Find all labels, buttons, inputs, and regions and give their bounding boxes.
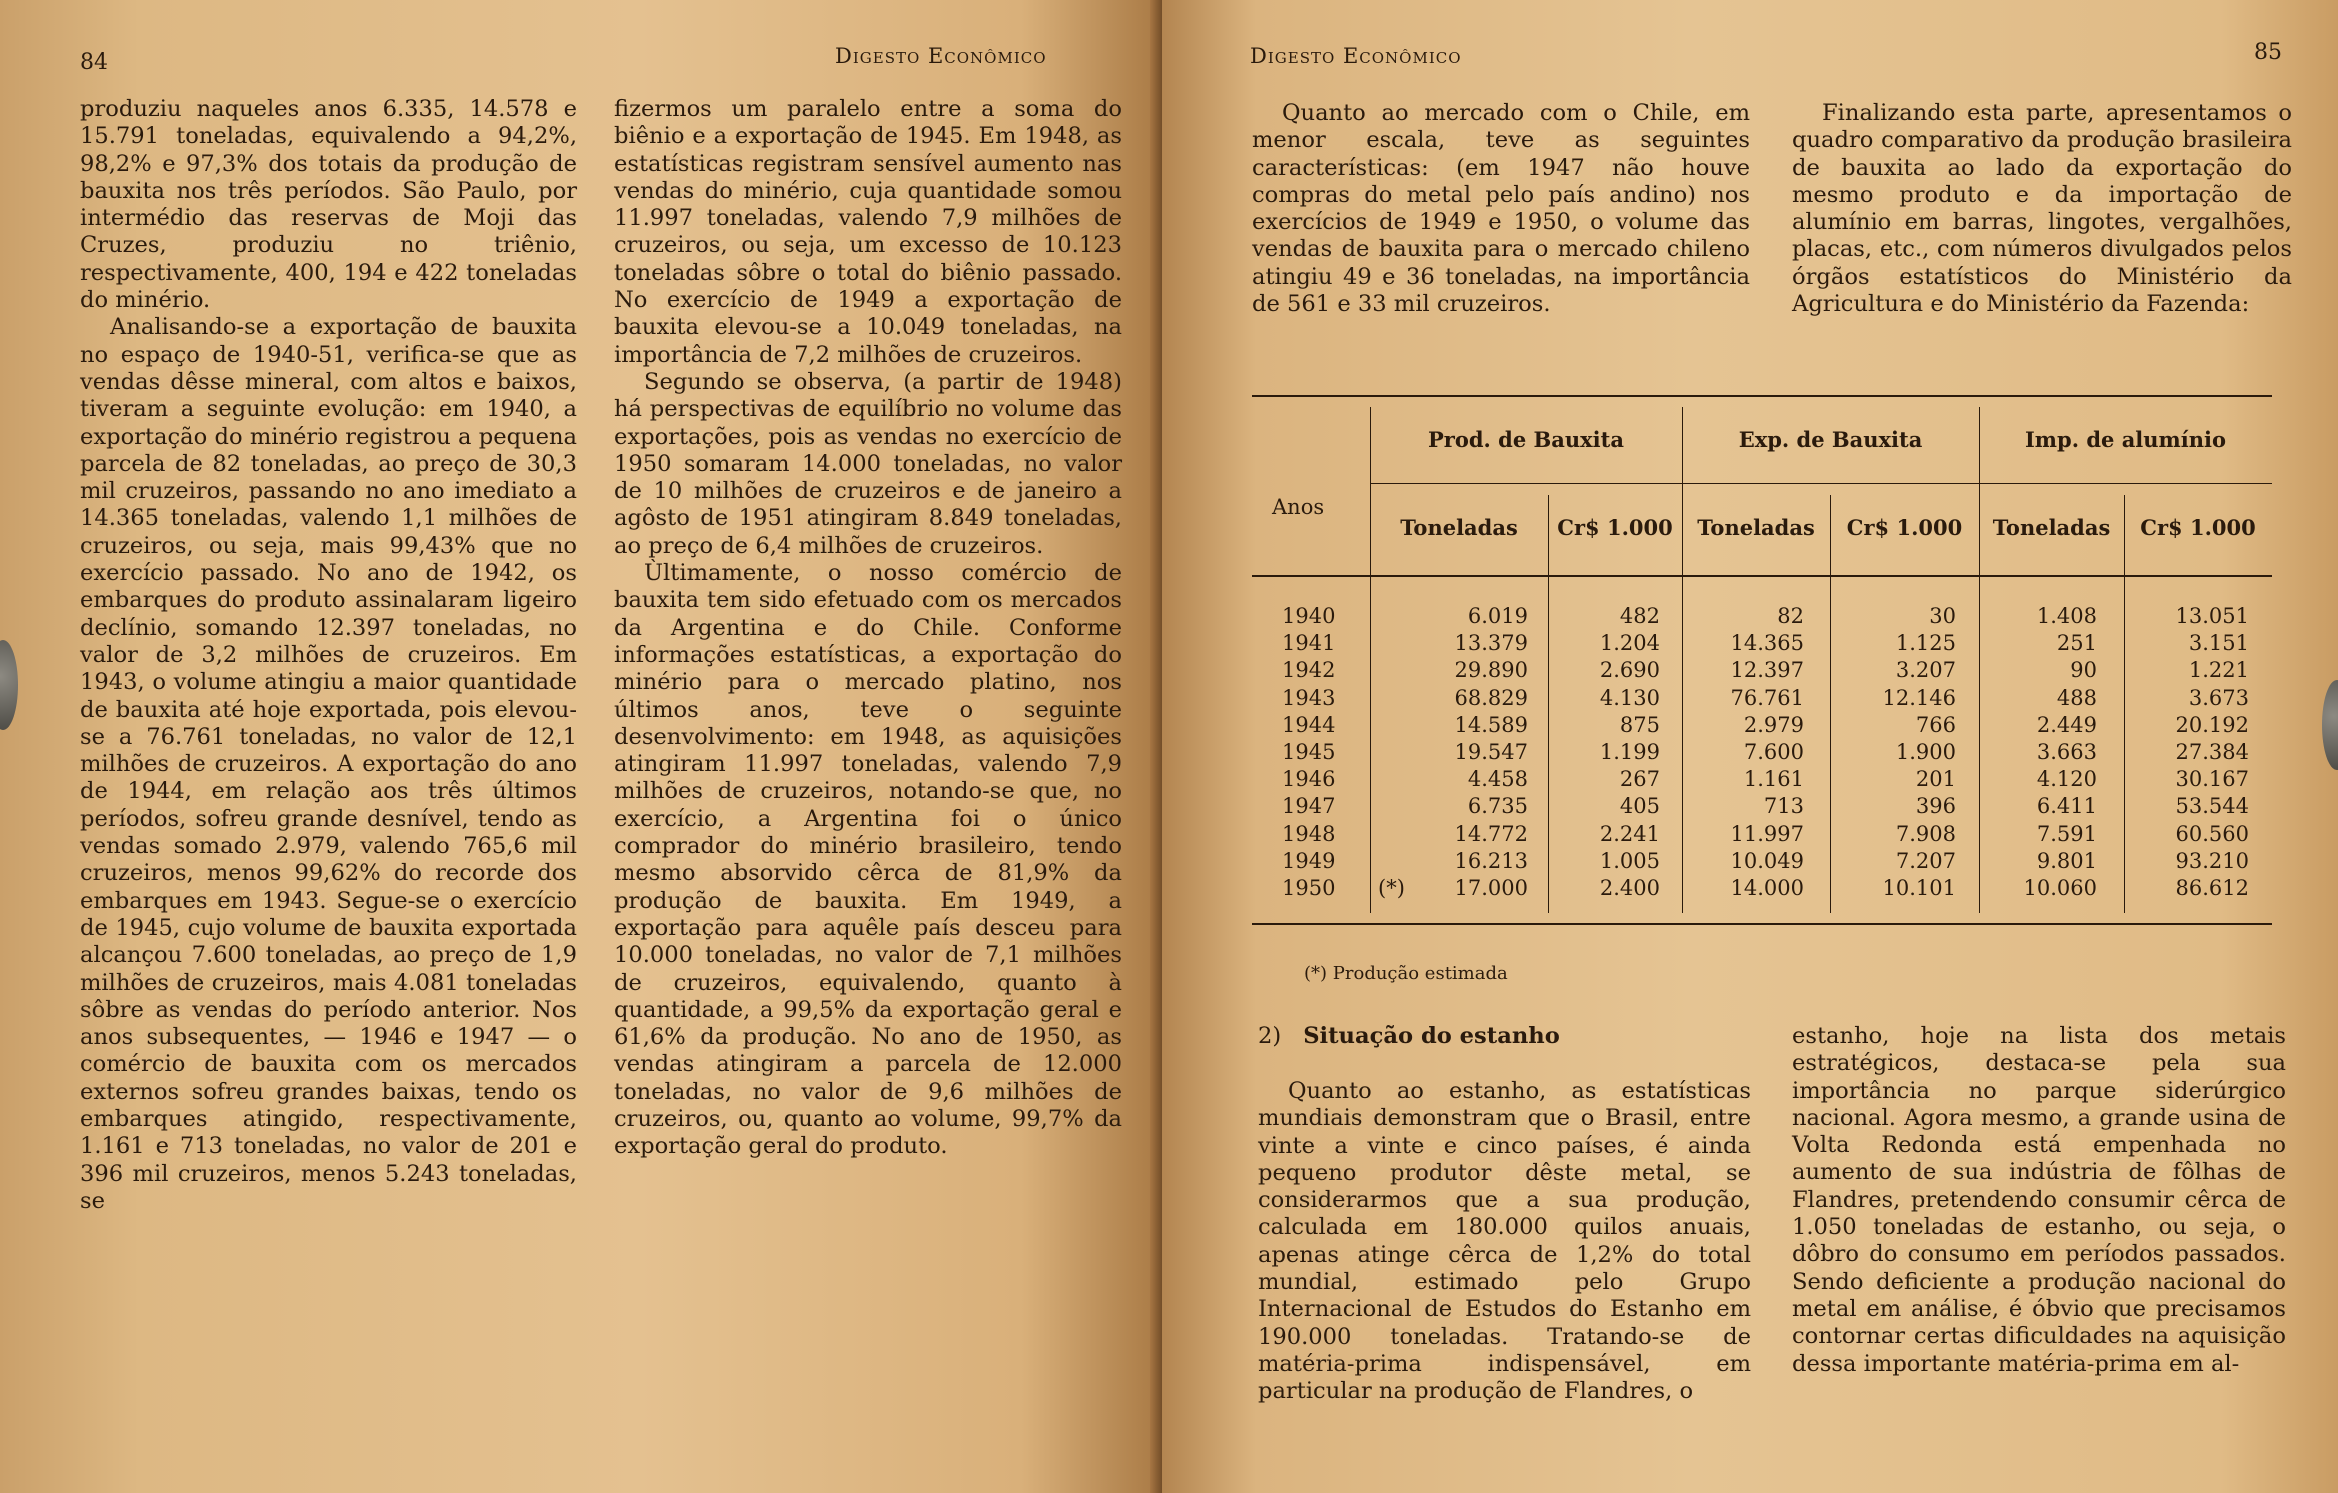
table-cell: 10.060 [2023, 875, 2097, 900]
paragraph: Ùltimamente, o nosso comércio de bauxita tem sido efetuado com os mercados da Argentina e do Chile. Conforme informações estatísticas, a exportação do minério para o mercado platino, nos últimos anos, teve o seguinte desenvolvimento: em 1948, as aquisições atingiram 11.997 toneladas, valendo 7,9 milhões de cruzeiros, notando-se que, no exercício, a Argentina foi o único comprador do minério brasileiro, tendo mesmo absorvido cêrca de 81,9% da produção de bauxita. Em 1949, a exportação para aquêle país desceu para 10.000 toneladas, no valor de 7,1 milhões de cruzeiros, equivalendo, quanto à quantidade, a 99,5% da exportação geral e 61,6% da produção. No ano de 1950, as vendas atingiram a parcela de 12.000 toneladas, no valor de 9,6 milhões de cruzeiros, ou, quanto ao volume, 99,7% da exportação geral do produto. [614, 560, 1122, 1160]
table-cell: 14.772 [1454, 821, 1528, 846]
table-cell: 1950 [1282, 875, 1336, 900]
table-cell: 1.161 [1743, 767, 1804, 792]
table-cell: 60.560 [2175, 821, 2249, 846]
table-group-header: Exp. de Bauxita [1738, 427, 1923, 452]
table-cell: 53.544 [2175, 794, 2249, 819]
column-prod-ton [1422, 603, 1528, 902]
table-cell: 3.207 [1895, 658, 1956, 683]
table-cell: 267 [1619, 767, 1660, 792]
table-cell: 86.612 [2175, 875, 2249, 900]
table-subheader: Cr$ 1.000 [1557, 515, 1673, 540]
table-cell: 875 [1619, 712, 1660, 737]
table-cell: 1.125 [1895, 631, 1956, 656]
table-cell: 12.397 [1730, 658, 1804, 683]
table-cell: 405 [1619, 794, 1660, 819]
binding-hole [2322, 680, 2338, 770]
table-cell: 488 [2056, 685, 2097, 710]
paragraph: Analisando-se a exportação de bauxita no espaço de 1940-51, verifica-se que as vendas dêsse mineral, com altos e baixos, tiveram a seguinte evolução: em 1940, a exportação do minério registrou a pequena parcela de 82 toneladas, ao preço de 30,3 mil cruzeiros, passando no ano imediato a 14.365 toneladas, valendo 1,1 milhões de cruzeiros, ou seja, mais 99,43% que no exercício passado. No ano de 1942, os embarques do produto assinalaram ligeiro declínio, somando 12.397 toneladas, no valor de 3,2 milhões de cruzeiros. Em 1943, o volume atingiu a maior quantidade de bauxita até hoje exportada, pois elevou-se a 76.761 toneladas, no valor de 12,1 milhões de cruzeiros. A exportação do ano de 1944, em relação aos três últimos períodos, sofreu grande desnível, tendo as vendas somado 2.979, valendo 765,6 mil cruzeiros, menos 99,62% do recorde dos embarques em 1943. Segue-se o exercício de 1945, cujo volume de bauxita exportada alcançou 7.600 toneladas, ao preço de 1,9 milhões de cruzeiros, mais 4.081 toneladas sôbre as vendas do período anterior. Nos anos subsequentes, — 1946 e 1947 — o comércio de bauxita com os mercados externos sofreu grandes baixas, tendo os embarques atingido, respectivamente, 1.161 e 713 toneladas, no valor de 201 e 396 mil cruzeiros, menos 5.243 toneladas, se [80, 314, 577, 1214]
table-cell: 713 [1763, 794, 1804, 819]
table-cell: 13.379 [1454, 631, 1528, 656]
table-cell: 76.761 [1730, 685, 1804, 710]
column-prod-crs [1552, 603, 1660, 902]
table-cell: 1.408 [2036, 604, 2097, 628]
table-cell: 7.908 [1895, 821, 1956, 846]
table-cell: 27.384 [2175, 739, 2249, 764]
table-subheader: Cr$ 1.000 [1846, 515, 1963, 540]
table-cell: 1.204 [1599, 631, 1660, 656]
table-cell: 7.591 [2036, 821, 2097, 846]
table-cell: 68.829 [1454, 685, 1528, 710]
table-cell: 1.199 [1599, 739, 1660, 764]
table-cell: 1.221 [2188, 658, 2249, 683]
table-cell: 3.151 [2188, 631, 2249, 656]
table-cell: 1945 [1282, 739, 1336, 764]
table-cell: 93.210 [2175, 848, 2249, 873]
table-cell: 82 [1777, 604, 1804, 628]
table-cell: 20.192 [2175, 712, 2249, 737]
table-group-header: Imp. de alumínio [2024, 427, 2226, 452]
table-cell: 90 [2070, 658, 2097, 683]
table-cell: 396 [1915, 794, 1956, 819]
table-cell: 1941 [1282, 631, 1336, 656]
text-column-2 [614, 96, 1122, 1161]
table-cell: 12.146 [1882, 685, 1956, 710]
table-cell: 4.458 [1467, 767, 1528, 792]
table-header-years: Anos [1272, 495, 1325, 519]
paragraph: Segundo se observa, (a partir de 1948) há perspectivas de equilíbrio no volume das exportações, pois as vendas no exercício de 1950 somaram 14.000 toneladas, no valor de 10 milhões de cruzeiros e de janeiro a agôsto de 1951 atingiram 8.849 toneladas, ao preço de 6,4 milhões de cruzeiros. [614, 368, 1122, 559]
table-cell: 2.241 [1599, 821, 1660, 846]
table-cell: 11.997 [1730, 821, 1804, 846]
table-cell: 1948 [1282, 821, 1336, 846]
text-column-1 [80, 96, 577, 1215]
table-cell: 1944 [1282, 712, 1336, 737]
table-cell: 2.690 [1599, 658, 1660, 683]
paragraph: Quanto ao mercado com o Chile, em menor escala, teve as seguintes características: (em 1947 não houve compras do metal pelo país andino) nos exercícios de 1949 e 1950, o volume das vendas de bauxita para o mercado chileno atingiu 49 e 36 toneladas, na importância de 561 e 33 mil cruzeiros. [1252, 100, 1750, 318]
tin-text-right [1792, 1023, 2286, 1378]
table-cell: 1947 [1282, 794, 1336, 819]
section-title: Situação do estanho [1303, 1023, 1560, 1049]
table-cell: 1943 [1282, 685, 1336, 710]
table-cell: 1940 [1282, 604, 1336, 628]
column-imp-ton [1992, 603, 2097, 902]
table-subheader: Toneladas [1697, 515, 1815, 540]
section-number: 2) [1258, 1023, 1282, 1049]
table-footnote: (*) Produção estimada [1304, 963, 1508, 984]
paragraph: produziu naqueles anos 6.335, 14.578 e 15.791 toneladas, equivalendo a 94,2%, 98,2% e 97,3% dos totais da produção de bauxita nos três períodos. São Paulo, por intermédio das reservas de Moji das Cruzes, produziu no triênio, respectivamente, 400, 194 e 422 toneladas do minério. [80, 96, 577, 314]
table-cell: 30.167 [2175, 767, 2249, 792]
table-cell: 7.600 [1743, 739, 1804, 764]
table-cell: 201 [1915, 767, 1956, 792]
running-header: Digesto Econômico [835, 44, 1047, 68]
table-cell: 251 [2056, 631, 2097, 656]
table-cell: 16.213 [1454, 848, 1528, 873]
left-page [0, 0, 1160, 1493]
table-cell: 1.900 [1895, 739, 1956, 764]
table-cell: 9.801 [2036, 848, 2097, 873]
table-cell: 14.000 [1730, 875, 1804, 900]
table-subheader: Toneladas [1992, 515, 2111, 540]
estimate-mark: (*) [1378, 876, 1405, 900]
column-years [1282, 603, 1335, 902]
table-cell: 13.051 [2175, 604, 2249, 628]
table-cell: 10.049 [1730, 848, 1804, 873]
table-subheader: Toneladas [1400, 515, 1518, 540]
table-cell: 3.663 [2036, 739, 2097, 764]
table-cell: 30 [1929, 604, 1956, 628]
paragraph: Quanto ao estanho, as estatísticas mundiais demonstram que o Brasil, entre vinte a vinte e cinco países, é ainda pequeno produtor dêste metal, se considerarmos que a sua produção, calculada em 180.000 quilos anuais, apenas atinge cêrca de 1,2% do total mundial, estimado pelo Grupo Internacional de Estudos do Estanho em 190.000 toneladas. Tratando-se de matéria-prima indispensável, em particular na produção de Flandres, o [1258, 1078, 1751, 1405]
table-cell: 7.207 [1895, 848, 1956, 873]
intro-right [1792, 100, 2292, 318]
table-cell: 4.130 [1599, 685, 1660, 710]
column-exp-crs [1842, 603, 1956, 902]
table-cell: 1946 [1282, 767, 1336, 792]
page-number: 84 [80, 50, 108, 75]
intro-left [1252, 100, 1750, 318]
table-cell: 6.019 [1467, 604, 1528, 628]
table-cell: 1949 [1282, 848, 1336, 873]
running-header: Digesto Econômico [1250, 44, 1462, 68]
table-cell: 482 [1619, 604, 1660, 628]
column-exp-ton [1692, 603, 1804, 902]
table-cell: 2.449 [2036, 712, 2097, 737]
table-cell: 14.589 [1454, 712, 1528, 737]
paragraph: fizermos um paralelo entre a soma do biênio e a exportação de 1945. Em 1948, as estatísticas registram sensível aumento nas vendas do minério, cuja quantidade somou 11.997 toneladas, valendo 7,9 milhões de cruzeiros, ou seja, um excesso de 10.123 toneladas sôbre o total do biênio passado. No exercício de 1949 a exportação de bauxita elevou-se a 10.049 toneladas, na importância de 7,2 milhões de cruzeiros. [614, 96, 1122, 368]
table-cell: 29.890 [1454, 658, 1528, 683]
table-cell: 2.400 [1599, 875, 1660, 900]
column-imp-crs [2132, 603, 2249, 902]
table-cell: 1942 [1282, 658, 1336, 683]
table-cell: 2.979 [1743, 712, 1804, 737]
table-cell: 17.000 [1454, 875, 1528, 900]
page-number: 85 [2254, 40, 2282, 65]
table-cell: 766 [1915, 712, 1956, 737]
table-cell: 1.005 [1599, 848, 1660, 873]
section-heading [1258, 1023, 1560, 1049]
table-cell: 3.673 [2188, 685, 2249, 710]
binding-hole [0, 640, 18, 730]
table-cell: 6.735 [1467, 794, 1528, 819]
table-cell: 4.120 [2036, 767, 2097, 792]
table-subheader: Cr$ 1.000 [2140, 515, 2256, 540]
tin-text-left [1258, 1078, 1751, 1406]
paragraph: estanho, hoje na lista dos metais estratégicos, destaca-se pela sua importância no parque siderúrgico nacional. Agora mesmo, a grande usina de Volta Redonda está empenhada no aumento de sua indústria de fôlhas de Flandres, pretendendo consumir cêrca de 1.050 toneladas de estanho, ou seja, o dôbro do consumo em períodos passados. Sendo deficiente a produção nacional do metal em análise, é óbvio que precisamos contornar certas dificuldades na aquisição dessa importante matéria-prima em al- [1792, 1023, 2286, 1377]
table-cell: 19.547 [1454, 739, 1528, 764]
table-group-header: Prod. de Bauxita [1428, 427, 1624, 452]
table-cell: 14.365 [1730, 631, 1804, 656]
table-cell: 6.411 [2036, 794, 2097, 819]
table-cell: 10.101 [1882, 875, 1956, 900]
paragraph: Finalizando esta parte, apresentamos o quadro comparativo da produção brasileira de bauxita ao lado da exportação do mesmo produto e da importação de alumínio em barras, lingotes, vergalhões, placas, etc., com números divulgados pelos órgãos estatísticos do Ministério da Agricultura e do Ministério da Fazenda: [1792, 100, 2292, 318]
